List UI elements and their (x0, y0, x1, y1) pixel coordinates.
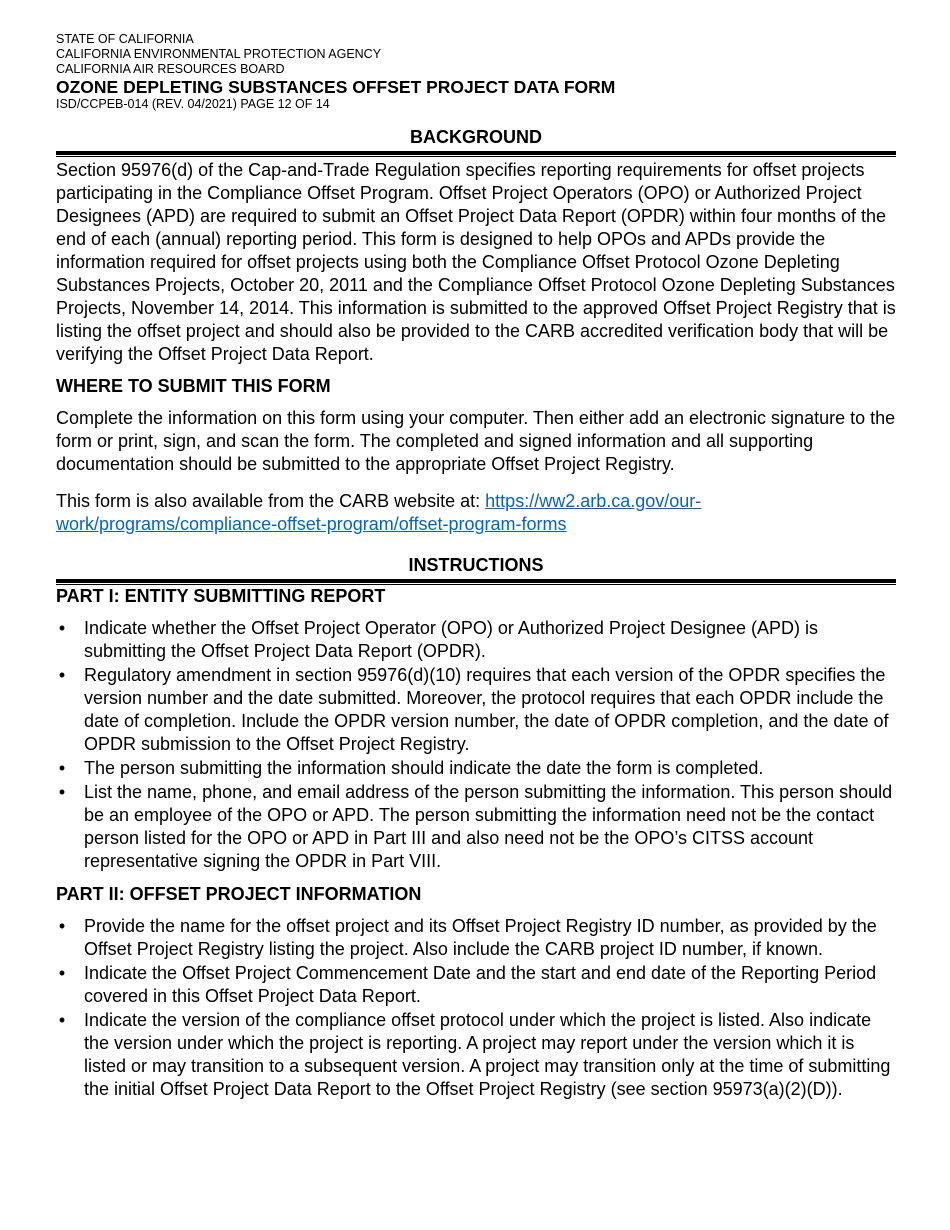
submit-text: Complete the information on this form using your computer. Then either add an electronic signature to the form or print, sign, and scan the form. The completed and signed information and all supporting documentation should be submitted to the appropriate Offset Project Registry. (56, 408, 896, 474)
state-line: STATE OF CALIFORNIA (56, 32, 194, 46)
bullet-icon: • (58, 782, 66, 802)
instructions-heading: INSTRUCTIONS (408, 555, 544, 575)
list-item: • Indicate the version of the compliance offset protocol under which the project is listed. Also indicate the version under which the project is reporting. A project may report under the version which it is listed or may transition to a subsequent version. A project may transition only at the time of submitting the initial Offset Project Data Report to the Offset Project Registry (see section 95973(a)(2)(D)). (56, 1009, 896, 1101)
list-item: • List the name, phone, and email address of the person submitting the information. This person should be an employee of the OPO or APD. The person submitting the information need not be the contact person listed for the OPO or APD in Part III and also need not be the OPO’s CITSS account representative signing the OPDR in Part VIII. (56, 781, 896, 873)
list-item: • Provide the name for the offset project and its Offset Project Registry ID number, as provided by the Offset Project Registry listing the project. Also include the CARB project ID number, if known. (56, 915, 896, 961)
bullet-icon: • (58, 1010, 66, 1030)
form-title: OZONE DEPLETING SUBSTANCES OFFSET PROJECT DATA FORM (56, 77, 616, 97)
website-paragraph (56, 490, 896, 536)
board-line: CALIFORNIA AIR RESOURCES BOARD (56, 62, 285, 76)
bullet-icon: • (58, 758, 66, 778)
form-id: ISD/CCPEB-014 (REV. 04/2021) PAGE 12 OF 14 (56, 97, 330, 111)
part2-list (56, 915, 896, 1101)
list-item: • Regulatory amendment in section 95976(d)(10) requires that each version of the OPDR specifies the version number and the date submitted. Moreover, the protocol requires that each OPDR include the date of completion. Include the OPDR version number, the date of OPDR completion, and the date of OPDR submission to the Offset Project Registry. (56, 664, 896, 756)
background-text: Section 95976(d) of the Cap-and-Trade Regulation specifies reporting requirements for offset projects participating in the Compliance Offset Program. Offset Project Operators (OPO) or Authorized Project Designees (APD) are required to submit an Offset Project Data Report (OPDR) within four months of the end of each (annual) reporting period. This form is designed to help OPOs and APDs provide the information required for offset projects using both the Compliance Offset Protocol Ozone Depleting Substances Projects, October 20, 2011 and the Compliance Offset Protocol Ozone Depleting Substances Projects, November 14, 2014. This information is submitted to the approved Offset Project Registry that is listing the offset project and should also be provided to the CARB accredited verification body that will be verifying the Offset Project Data Report. (56, 160, 896, 364)
form-page (56, 32, 896, 1102)
website-link[interactable]: https://ww2.arb.ca.gov/our- work/programs/compliance-offset-program/offset-program-forms (56, 491, 702, 534)
list-item: • Indicate the Offset Project Commencement Date and the start and end date of the Reporting Period covered in this Offset Project Data Report. (56, 962, 896, 1008)
bullet-icon: • (58, 916, 66, 936)
bullet-icon: • (58, 665, 66, 685)
website-prefix: This form is also available from the CARB website at: (56, 491, 486, 511)
part1-list (56, 617, 896, 873)
submit-heading: WHERE TO SUBMIT THIS FORM (56, 376, 331, 396)
bullet-icon: • (58, 963, 66, 983)
part1-heading: PART I: ENTITY SUBMITTING REPORT (56, 586, 386, 606)
bullet-icon: • (58, 618, 66, 638)
list-item: • Indicate whether the Offset Project Operator (OPO) or Authorized Project Designee (APD) is submitting the Offset Project Data Report (OPDR). (56, 617, 896, 663)
agency-header (56, 32, 896, 112)
part2-heading: PART II: OFFSET PROJECT INFORMATION (56, 884, 422, 904)
list-item: • The person submitting the information should indicate the date the form is completed. (56, 757, 896, 780)
background-heading: BACKGROUND (410, 127, 542, 147)
agency-line: CALIFORNIA ENVIRONMENTAL PROTECTION AGENCY (56, 47, 382, 61)
